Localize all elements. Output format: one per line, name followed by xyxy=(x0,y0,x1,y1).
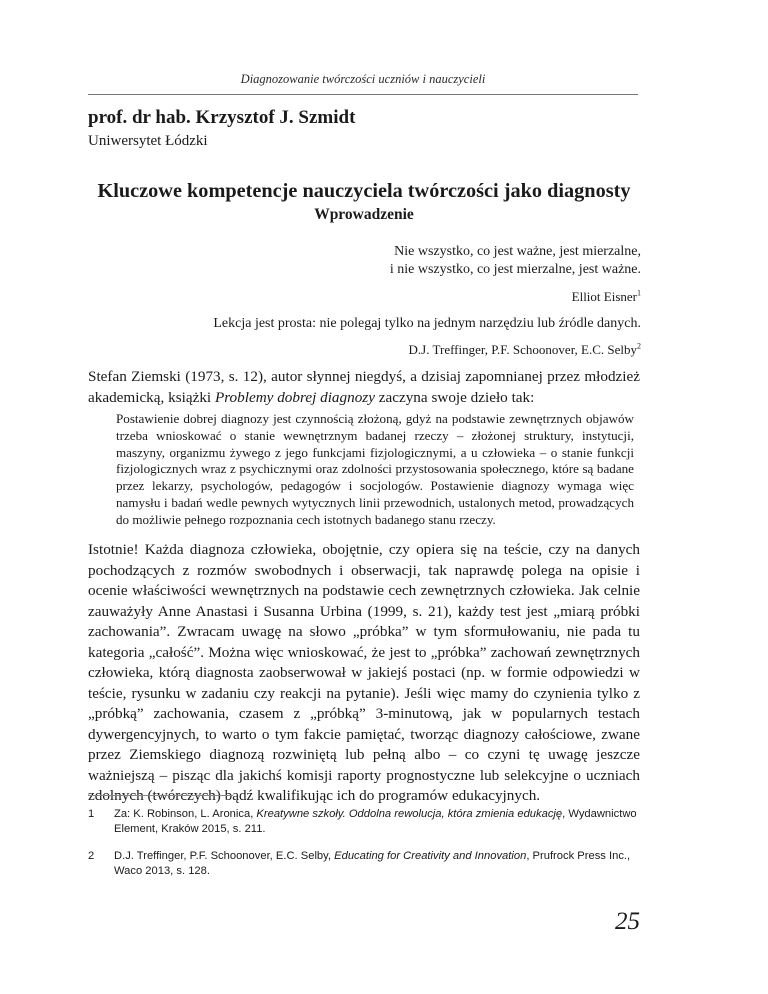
paragraph-main: Istotnie! Każda diagnoza człowieka, obojętnie, czy opiera się na teście, czy na danych pochodzących z rozmów swobodnych i obserwacji, tak naprawdę polega na opisie i ocenie właściwości wewnętrznych na podstawie cech zewnętrznych człowieka. Jak celnie zauważyły Anne Anastasi i Susanna Urbina (1999, s. 21), każdy test jest „miarą próbki zachowania”. Zwracam uwagę na słowo „próbka” w tym sformułowaniu, nie pada tu kategoria „całość”. Można więc wnioskować, że jest to „próbka” zachowań zewnętrznych człowieka, którą diagnosta zaobserwował w jakiejś postaci (np. w formie odpowiedzi w teście, rysunku w zadaniu czy reakcji na pytanie). Jeśli więc mamy do czynienia tylko z „próbką” zachowania, czasem z „próbką” 3-minutową, jak w popularnych testach dywergencyjnych, to warto o tym fakcie pamiętać, tworząc diagnozy całościowe, zwane przez Ziemskiego diagnozą rozwiniętą lub pełną albo – co czyni tę uwagę jeszcze ważniejszą – pisząc dla jakichś komisji raporty prognostyczne lub selekcyjne o uczniach zdolnych (twórczych) bądź kwalifikując ich do programów edukacyjnych. xyxy=(88,541,640,804)
paragraph-intro xyxy=(88,367,640,408)
footnote-1-number: 1 xyxy=(88,808,95,820)
block-quote: Postawienie dobrej diagnozy jest czynnością złożoną, gdyż na podstawie zewnętrznych objawów trzeba wnioskować o stanie wewnętrznym badanej rzeczy – złożonej struktury, instytucji, maszyny, organizmu żywego z jego funkcjami fizjologicznymi, a u człowieka – o stanie funkcji fizjologicznych wraz z psychicznymi oraz zdolności przystosowania społecznego, które są badane przez lekarzy, psychologów, pedagogów i socjologów. Postawienie diagnozy wymaga więc namysłu i badań wedle pewnych wytycznych linii przewodnich, ustalonych metod, prowadzących do możliwie pełnego rozpoznania cech istotnych badanego stanu rzeczy. xyxy=(116,411,634,527)
footnote-rule xyxy=(88,795,233,796)
footnote-1-text xyxy=(114,807,640,836)
paragraph-intro-end: zaczyna swoje dzieło tak: xyxy=(374,388,535,406)
paragraph-intro-start: Stefan Ziemski (1973, s. 12), autor słynnej niegdyś, a dzisiaj zapomnianej przez młodzież akademicką, książki xyxy=(88,368,640,406)
book-title: Problemy dobrej diagnozy xyxy=(214,388,375,406)
motto-2-line-1: Lekcja jest prosta: nie polegaj tylko na jednym narzędziu lub źródle danych. xyxy=(213,316,641,331)
footnote-2-title: Educating for Creativity and Innovation xyxy=(334,850,527,862)
page-number: 25 xyxy=(615,908,640,935)
footnote-2-post: , Prufrock Press Inc., Waco 2013, s. 128. xyxy=(114,850,631,877)
article-subtitle: Wprowadzenie xyxy=(314,206,414,223)
motto-1-source xyxy=(572,288,641,306)
motto-2-author: D.J. Treffinger, P.F. Schoonover, E.C. Selby xyxy=(408,342,637,357)
author-name: prof. dr hab. Krzysztof J. Szmidt xyxy=(88,107,356,128)
motto-1 xyxy=(390,243,641,279)
footnote-1 xyxy=(88,807,640,836)
footnote-2-pre: D.J. Treffinger, P.F. Schoonover, E.C. Selby, xyxy=(114,850,335,862)
article-title: Kluczowe kompetencje nauczyciela twórczości jako diagnosty xyxy=(97,180,631,202)
footnote-2 xyxy=(88,849,640,878)
author-affiliation: Uniwersytet Łódzki xyxy=(88,133,208,149)
running-head: Diagnozowanie twórczości uczniów i nauczycieli xyxy=(240,72,486,86)
footnote-1-pre: Za: K. Robinson, L. Aronica, xyxy=(114,808,257,820)
footnote-ref-1[interactable]: 1 xyxy=(637,288,641,298)
motto-1-line-1: Nie wszystko, co jest ważne, jest mierzalne, xyxy=(394,244,641,259)
footnote-ref-2[interactable]: 2 xyxy=(637,341,641,351)
motto-2 xyxy=(213,315,641,333)
motto-1-author: Elliot Eisner xyxy=(571,289,637,304)
footnote-2-text xyxy=(114,849,640,878)
footnote-1-title: Kreatywne szkoły. Oddolna rewolucja, która zmienia edukację xyxy=(256,808,563,820)
header-rule xyxy=(88,94,638,95)
footnote-2-number: 2 xyxy=(88,850,95,862)
motto-2-source xyxy=(409,341,641,359)
footnote-1-post: , Wydawnictwo Element, Kraków 2015, s. 211. xyxy=(114,808,637,835)
motto-1-line-2: i nie wszystko, co jest mierzalne, jest ważne. xyxy=(389,262,641,277)
